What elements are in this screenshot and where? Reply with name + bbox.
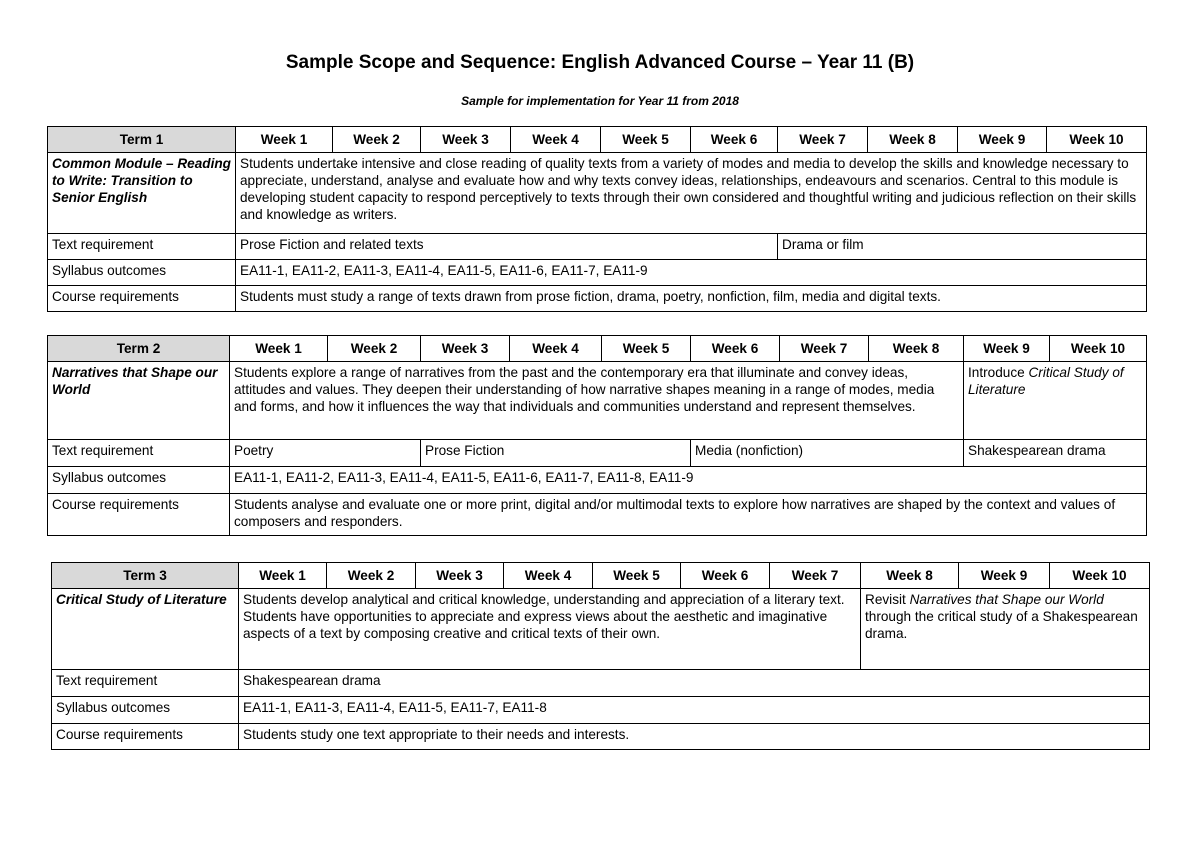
module-description: Students undertake intensive and close reading of quality texts from a variety of modes and media to develop the skills and knowledge necessary to appreciate, understand, analyse and evaluate how and why texts convey ideas, relationships, endeavours and scenarios. Central to this module is developing student capacity to respond perceptively to texts through their own considered and thoughtful writing and judicious reflection on their skills and knowledge as writers. bbox=[236, 153, 1147, 234]
week-header: Week 7 bbox=[770, 563, 861, 589]
week-header: Week 4 bbox=[504, 563, 593, 589]
module-description: Students develop analytical and critical knowledge, understanding and appreciation of a literary text. Students have opportunities to appreciate and express views about the aesthetic and imaginative aspects of a text by composing creative and critical texts of their own. bbox=[239, 589, 861, 670]
week-header: Week 3 bbox=[421, 127, 511, 153]
revisit-module-name: Narratives that Shape our World bbox=[909, 592, 1104, 607]
week-header: Week 1 bbox=[236, 127, 333, 153]
text-requirement: Shakespearean drama bbox=[239, 670, 1150, 697]
week-header: Week 9 bbox=[964, 336, 1050, 362]
page-subtitle: Sample for implementation for Year 11 from 2018 bbox=[461, 94, 739, 108]
week-header: Week 9 bbox=[959, 563, 1050, 589]
text-requirement-row bbox=[52, 670, 1150, 697]
text-requirement: Poetry bbox=[230, 440, 421, 467]
row-label: Course requirements bbox=[48, 494, 230, 536]
week-header: Week 7 bbox=[778, 127, 868, 153]
week-header: Week 4 bbox=[511, 127, 601, 153]
week-header: Week 2 bbox=[328, 336, 421, 362]
term-3-header-row bbox=[52, 563, 1150, 589]
syllabus-outcomes: EA11-1, EA11-2, EA11-3, EA11-4, EA11-5, EA11-6, EA11-7, EA11-9 bbox=[236, 260, 1147, 286]
term-label: Term 2 bbox=[48, 336, 230, 362]
module-description: Students explore a range of narratives from the past and the contemporary era that illuminate and convey ideas, attitudes and values. They deepen their understanding of how narrative shapes meaning in a range of modes, media and forms, and how it influences the way that individuals and communities understand and represent themselves. bbox=[230, 362, 964, 440]
syllabus-outcomes: EA11-1, EA11-2, EA11-3, EA11-4, EA11-5, EA11-6, EA11-7, EA11-8, EA11-9 bbox=[230, 467, 1147, 494]
term-1-table bbox=[47, 126, 1147, 312]
week-header: Week 10 bbox=[1050, 563, 1150, 589]
row-label: Text requirement bbox=[48, 440, 230, 467]
term-2-table bbox=[47, 335, 1147, 536]
module-name: Narratives that Shape our World bbox=[48, 362, 230, 440]
row-label: Course requirements bbox=[52, 724, 239, 750]
revisit-suffix: through the critical study of a Shakespearean drama. bbox=[865, 609, 1138, 641]
week-header: Week 3 bbox=[421, 336, 510, 362]
text-requirement-row bbox=[48, 234, 1147, 260]
course-requirements-row bbox=[48, 494, 1147, 536]
term-label: Term 1 bbox=[48, 127, 236, 153]
term-3-table bbox=[51, 562, 1150, 750]
module-row bbox=[48, 153, 1147, 234]
week-header: Week 2 bbox=[333, 127, 421, 153]
week-header: Week 8 bbox=[869, 336, 964, 362]
row-label: Course requirements bbox=[48, 286, 236, 312]
week-header: Week 6 bbox=[691, 336, 780, 362]
week-header: Week 10 bbox=[1050, 336, 1147, 362]
introduce-note bbox=[964, 362, 1147, 440]
course-requirements: Students must study a range of texts drawn from prose fiction, drama, poetry, nonfiction, film, media and digital texts. bbox=[236, 286, 1147, 312]
week-header: Week 10 bbox=[1047, 127, 1147, 153]
row-label: Syllabus outcomes bbox=[48, 467, 230, 494]
row-label: Syllabus outcomes bbox=[48, 260, 236, 286]
week-header: Week 1 bbox=[230, 336, 328, 362]
week-header: Week 8 bbox=[861, 563, 959, 589]
module-row bbox=[52, 589, 1150, 670]
row-label: Syllabus outcomes bbox=[52, 697, 239, 724]
syllabus-outcomes-row bbox=[48, 467, 1147, 494]
course-requirements: Students study one text appropriate to their needs and interests. bbox=[239, 724, 1150, 750]
week-header: Week 5 bbox=[601, 127, 691, 153]
term-label: Term 3 bbox=[52, 563, 239, 589]
syllabus-outcomes-row bbox=[48, 260, 1147, 286]
week-header: Week 6 bbox=[681, 563, 770, 589]
row-label: Text requirement bbox=[48, 234, 236, 260]
row-label: Text requirement bbox=[52, 670, 239, 697]
week-header: Week 3 bbox=[416, 563, 504, 589]
module-row bbox=[48, 362, 1147, 440]
course-requirements-row bbox=[52, 724, 1150, 750]
week-header: Week 6 bbox=[691, 127, 778, 153]
revisit-prefix: Revisit bbox=[865, 592, 910, 607]
module-name: Critical Study of Literature bbox=[52, 589, 239, 670]
week-header: Week 1 bbox=[239, 563, 327, 589]
week-header: Week 9 bbox=[958, 127, 1047, 153]
syllabus-outcomes-row bbox=[52, 697, 1150, 724]
text-requirement: Shakespearean drama bbox=[964, 440, 1147, 467]
page-title: Sample Scope and Sequence: English Advanced Course – Year 11 (B) bbox=[285, 52, 915, 73]
text-requirement: Prose Fiction and related texts bbox=[236, 234, 778, 260]
text-requirement: Drama or film bbox=[778, 234, 1147, 260]
course-requirements-row bbox=[48, 286, 1147, 312]
week-header: Week 5 bbox=[593, 563, 681, 589]
text-requirement-row bbox=[48, 440, 1147, 467]
introduce-prefix: Introduce bbox=[968, 365, 1029, 380]
term-1-header-row bbox=[48, 127, 1147, 153]
week-header: Week 2 bbox=[327, 563, 416, 589]
syllabus-outcomes: EA11-1, EA11-3, EA11-4, EA11-5, EA11-7, EA11-8 bbox=[239, 697, 1150, 724]
week-header: Week 5 bbox=[602, 336, 691, 362]
revisit-note bbox=[861, 589, 1150, 670]
text-requirement: Media (nonfiction) bbox=[691, 440, 964, 467]
module-name: Common Module – Reading to Write: Transition to Senior English bbox=[48, 153, 236, 234]
introduce-module-name: Critical Study of Literature bbox=[968, 365, 1124, 397]
week-header: Week 4 bbox=[510, 336, 602, 362]
week-header: Week 7 bbox=[780, 336, 869, 362]
term-2-header-row bbox=[48, 336, 1147, 362]
course-requirements: Students analyse and evaluate one or more print, digital and/or multimodal texts to explore how narratives are shaped by the context and values of composers and responders. bbox=[230, 494, 1147, 536]
text-requirement: Prose Fiction bbox=[421, 440, 691, 467]
week-header: Week 8 bbox=[868, 127, 958, 153]
